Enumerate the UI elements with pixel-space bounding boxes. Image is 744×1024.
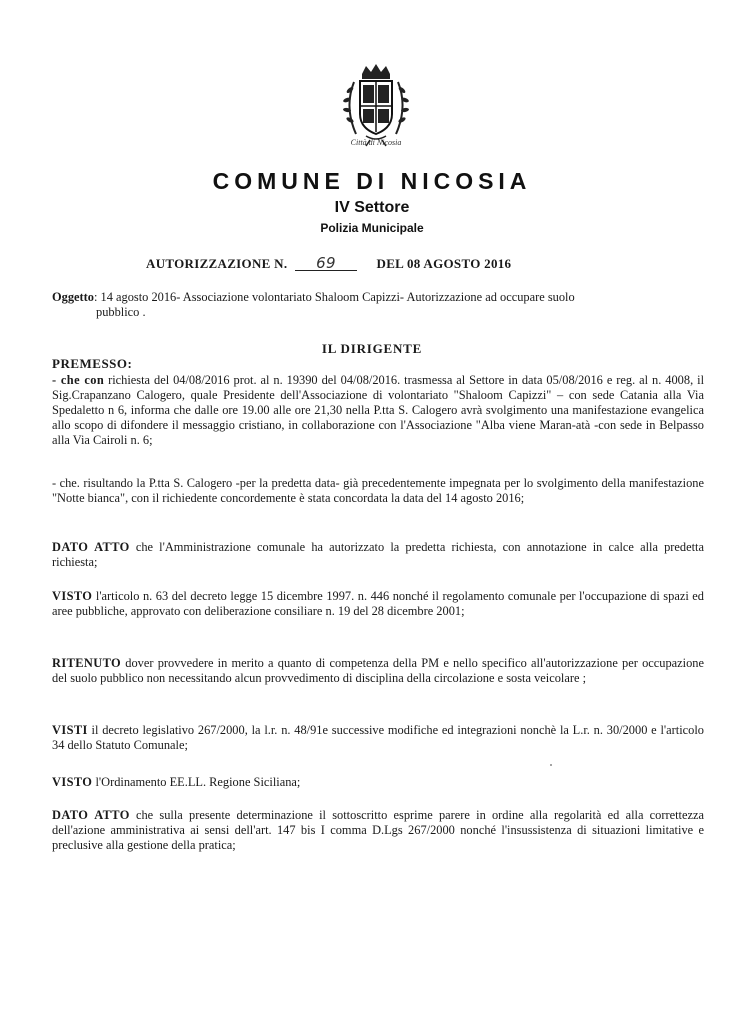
- paragraph-text: che sulla presente determinazione il sottoscritto esprime parere in ordine alla regolarità ed alla correttezza dell'azione amministrativa ai sensi dell'art. 147 bis I comma D.Lgs 267/2000 nonché l'insussistenza di situazioni limitative e preclusive alla gestione della pratica;: [52, 808, 704, 852]
- paragraph-text: richiesta del 04/08/2016 prot. al n. 19390 del 04/08/2016. trasmessa al Settore in data 05/08/2016 e reg. al n. 4008, il Sig.Crapanzano Calogero, quale Presidente dell'Associazione di volontariato "Shaloom Capizzi" – con sede Catania alla Via Spedaletto n 6, informa che dalle ore 19.00 alle ore 21,30 nella P.tta S. Calogero avrà svolgimento una manifestazione evangelica allo scopo di difondere il messaggio cristiano, in collaborazione con l'Associazione "Alba viene Maran-atà -con sede in Belpasso alla Via Cairoli n. 6;: [52, 373, 705, 447]
- paragraph-ritenuto: [52, 656, 704, 686]
- paragraph-text: il decreto legislativo 267/2000, la l.r. n. 48/91e successive modifiche ed integrazioni nonchè la L.r. n. 30/2000 e l'articolo 34 dello Statuto Comunale;: [52, 723, 704, 752]
- paragraph-text: dover provvedere in merito a quanto di competenza della PM e nello specifico all'autorizzazione per occupazione del suolo pubblico non necessitando alcun provvedimento di disciplina della circolazione e sosta veicolare ;: [52, 656, 704, 685]
- authorization-line: [146, 256, 511, 272]
- premesso-heading: PREMESSO:: [52, 356, 133, 371]
- section-heading: IL DIRIGENTE: [321, 341, 423, 356]
- subject-text-line1: : 14 agosto 2016- Associazione volontariato Shaloom Capizzi- Autorizzazione ad occupare suolo: [93, 290, 575, 304]
- sector-title: IV Settore: [334, 199, 410, 216]
- paragraph-visto-ordinamento: [52, 775, 704, 790]
- subject-text-line2: pubblico .: [96, 305, 146, 319]
- paragraph-visto-decree: [52, 589, 704, 619]
- paragraph-keyword: RITENUTO: [52, 656, 122, 670]
- paragraph-text: l'Ordinamento EE.LL. Regione Siciliana;: [92, 775, 301, 789]
- authorization-label: AUTORIZZAZIONE N.: [146, 256, 288, 271]
- scan-speck: [550, 764, 552, 766]
- paragraph-keyword: VISTO: [52, 775, 93, 789]
- paragraph-keyword: DATO ATTO: [52, 808, 130, 822]
- subject-label: Oggetto: [52, 290, 94, 304]
- department-title: Polizia Municipale: [320, 221, 424, 235]
- paragraph-keyword: VISTO: [52, 589, 93, 603]
- paragraph-keyword: DATO ATTO: [52, 540, 130, 554]
- paragraph-text: l'articolo n. 63 del decreto legge 15 dicembre 1997. n. 446 nonché il regolamento comunale per l'occupazione di spazi ed aree pubbliche, approvato con deliberazione consiliare n. 19 del 28 dicembre 2001;: [52, 589, 704, 618]
- municipality-title: COMUNE DI NICOSIA: [212, 168, 532, 194]
- paragraph-date-change: [52, 476, 704, 506]
- subject-block: [52, 290, 692, 320]
- paragraph-request: [52, 373, 704, 448]
- paragraph-visti: [52, 723, 704, 753]
- authorization-number: 69: [295, 256, 357, 271]
- paragraph-dato-atto-regolarita: [52, 808, 704, 853]
- crest-caption: Città di Nicosia: [350, 138, 402, 147]
- paragraph-dato-atto: [52, 540, 704, 570]
- paragraph-keyword: - che con: [52, 373, 105, 387]
- paragraph-keyword: VISTI: [52, 723, 88, 737]
- authorization-date: DEL 08 AGOSTO 2016: [376, 256, 512, 271]
- paragraph-text: - che. risultando la P.tta S. Calogero -per la predetta data- già precedentemente impegnata per lo svolgimento della manifestazione "Notte bianca", con il richiedente concordemente è stata concordata la data del 14 agosto 2016;: [52, 476, 704, 505]
- paragraph-text: che l'Amministrazione comunale ha autorizzato la predetta richiesta, con annotazione in calce alla predetta richiesta;: [52, 540, 704, 569]
